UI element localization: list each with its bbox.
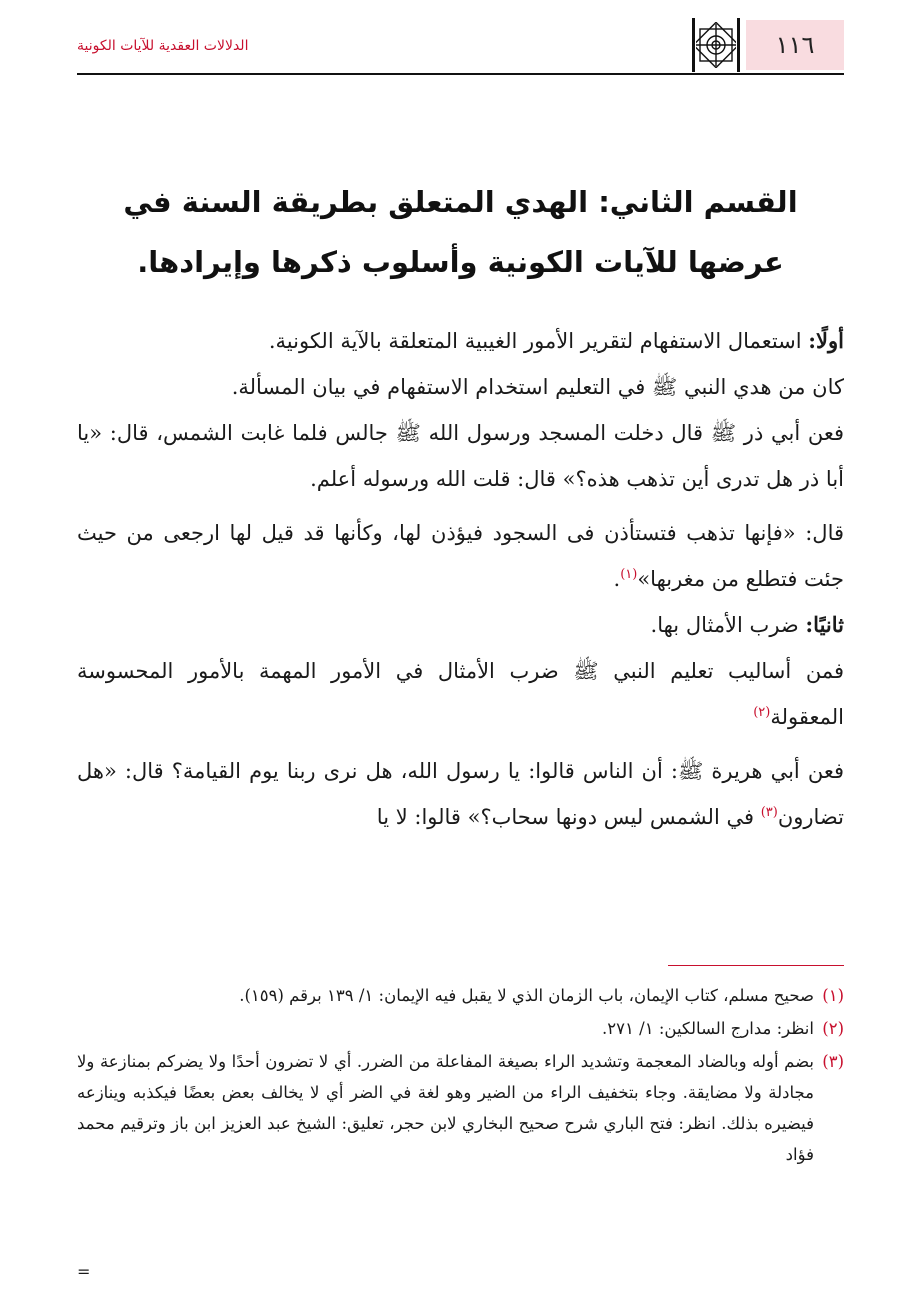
body-text xyxy=(77,318,844,840)
paragraph-4-end: . xyxy=(613,567,621,591)
paragraph-4 xyxy=(77,510,844,602)
paragraph-6 xyxy=(77,648,844,740)
point-label-second: ثانيًا: xyxy=(805,612,844,637)
continuation-mark: = xyxy=(77,1262,91,1281)
paragraph-6-text: فمن أساليب تعليم النبي ﷺ ضرب الأمثال في الأمور المهمة بالأمور المحسوسة المعقولة xyxy=(77,659,844,729)
paragraph-1-text: استعمال الاستفهام لتقرير الأمور الغيبية المتعلقة بالآية الكونية. xyxy=(268,329,809,353)
heading-line-1: القسم الثاني: الهدي المتعلق بطريقة السنة في xyxy=(123,185,798,219)
footnote-number: (٢) xyxy=(822,1019,844,1038)
paragraph-7-text-b: في الشمس ليس دونها سحاب؟» قالوا: لا يا xyxy=(376,805,761,829)
footnote-text: بضم أوله وبالضاد المعجمة وتشديد الراء بصيغة المفاعلة من الضرر. أي لا تضرون أحدًا ولا يضركم بمنازعة ولا مجادلة ولا مضايقة. وجاء بتخفيف الراء من الضير وهو لغة في الضر أي لا يخالف بعض بعضًا فيكذبه وينازعه فيضيره بذلك. انظر: فتح الباري شرح صحيح البخاري لابن حجر، تعليق: الشيخ عبد العزيز ابن باز وترقيم محمد فؤاد xyxy=(77,1052,814,1164)
page-number-box xyxy=(746,20,844,70)
section-heading xyxy=(77,172,844,292)
footnote-ref-3[interactable]: (٣) xyxy=(760,805,778,820)
page-header xyxy=(77,18,844,72)
heading-line-2: عرضها للآيات الكونية وأسلوب ذكرها وإيرادها. xyxy=(137,245,784,279)
footnotes xyxy=(77,980,844,1172)
running-title: الدلالات العقدية للآيات الكونية xyxy=(77,38,249,54)
paragraph-4-text: قال: «فإنها تذهب فتستأذن فى السجود فيؤذن لها، وكأنها قد قيل لها ارجعى من حيث جئت فتطلع من مغربها» xyxy=(77,521,844,591)
footnote-ref-2[interactable]: (٢) xyxy=(753,705,771,720)
point-label-first: أولًا: xyxy=(808,328,844,353)
paragraph-5 xyxy=(77,602,844,648)
footnote-text: صحيح مسلم، كتاب الإيمان، باب الزمان الذي لا يقبل فيه الإيمان: ١/ ١٣٩ برقم (١٥٩). xyxy=(239,986,814,1005)
paragraph-7-text-a: فعن أبي هريرة ﷺ: أن الناس قالوا: يا رسول الله، هل نرى ربنا يوم القيامة؟ قال: «هل تضارون xyxy=(77,759,844,829)
page-number: ١١٦ xyxy=(775,31,815,59)
footnote-1 xyxy=(77,980,844,1011)
footnote-2 xyxy=(77,1013,844,1044)
header-divider xyxy=(77,73,844,75)
footnote-number: (٣) xyxy=(822,1052,844,1071)
paragraph-2: كان من هدي النبي ﷺ في التعليم استخدام الاستفهام في بيان المسألة. xyxy=(231,375,844,399)
paragraph-1 xyxy=(77,318,844,364)
footnote-divider xyxy=(668,965,844,966)
paragraph-7 xyxy=(77,748,844,840)
footnote-number: (١) xyxy=(822,986,844,1005)
footnote-3 xyxy=(77,1046,844,1170)
ornament-icon xyxy=(692,18,740,72)
paragraph-5-text: ضرب الأمثال بها. xyxy=(650,613,806,637)
paragraph-3: فعن أبي ذر ﷺ قال دخلت المسجد ورسول الله ﷺ جالس فلما غابت الشمس، قال: «يا أبا ذر هل تدرى أين تذهب هذه؟» قال: قلت الله ورسوله أعلم. xyxy=(77,421,844,491)
footnote-ref-1[interactable]: (١) xyxy=(620,567,638,582)
footnote-text: انظر: مدارج السالكين: ١/ ٢٧١. xyxy=(602,1019,814,1038)
